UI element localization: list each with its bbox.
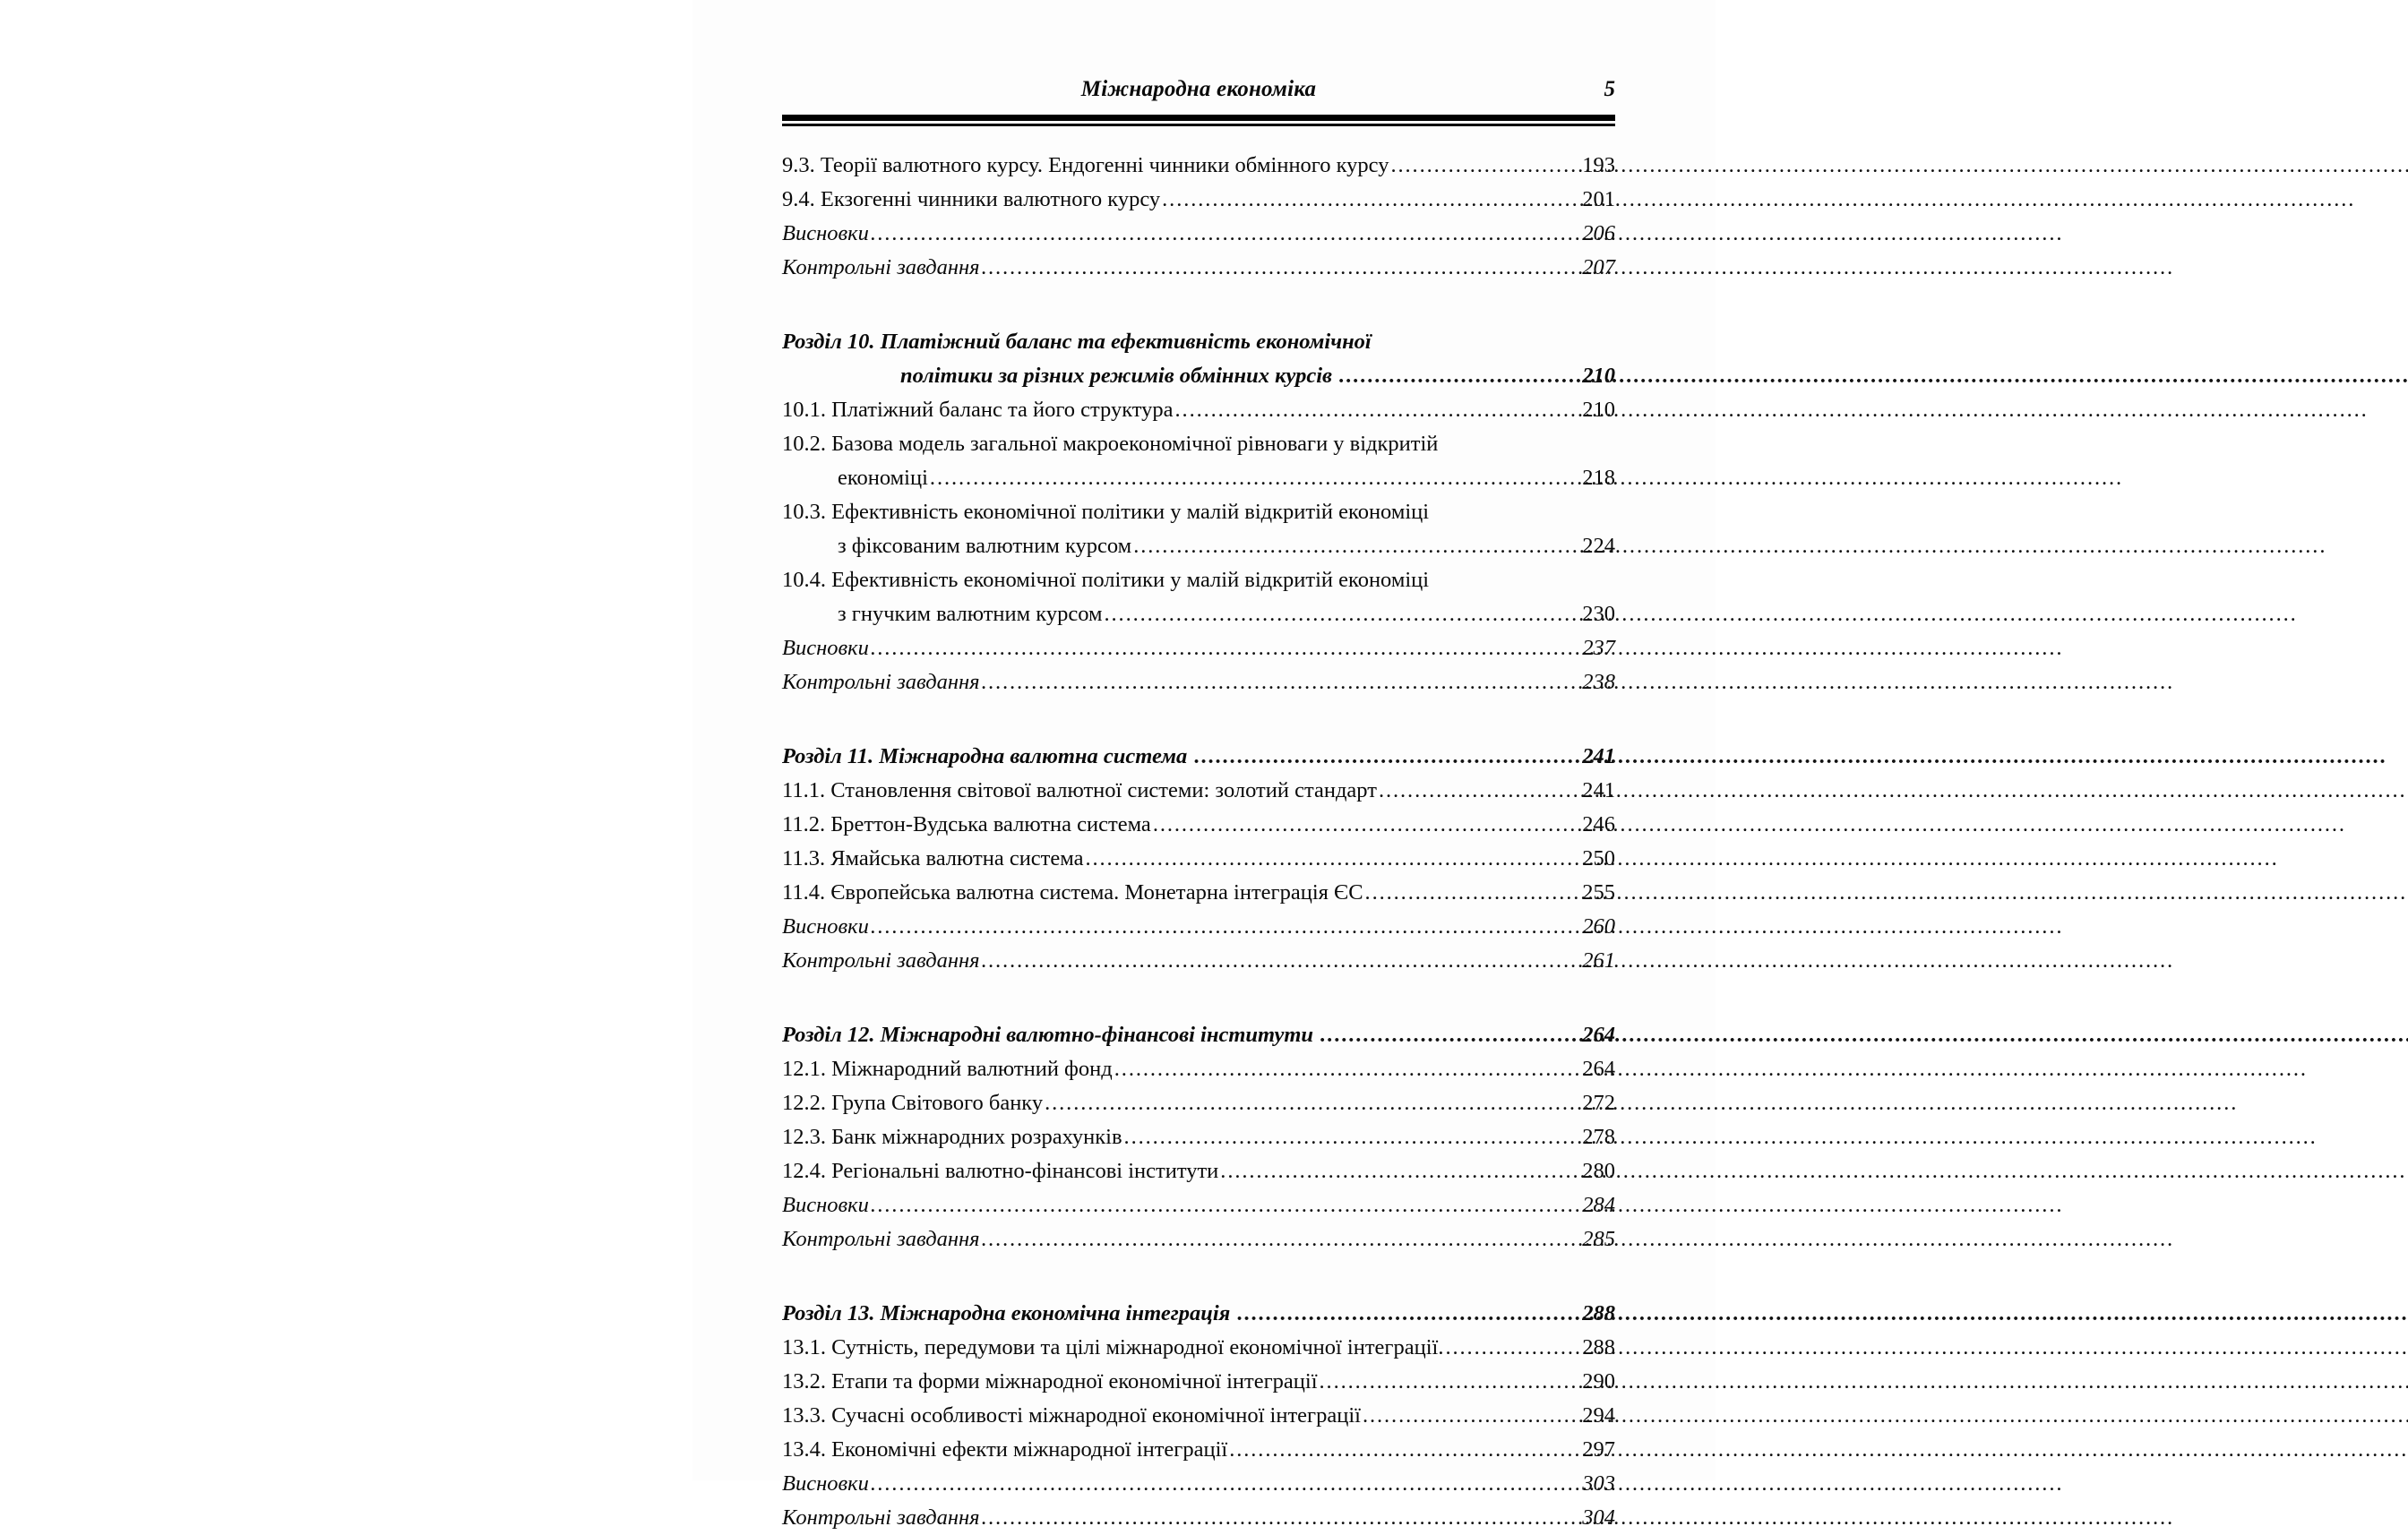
- page-number: 5: [1604, 77, 1616, 102]
- toc-entry-label: Розділ 12. Міжнародні валютно-фінансові інститути: [782, 1018, 1320, 1052]
- dot-leader: [1365, 888, 1538, 911]
- toc-chapter-row[interactable]: [782, 1018, 1615, 1052]
- dot-leader: [1162, 195, 1538, 218]
- dot-leader: [1105, 610, 1539, 632]
- section-gap: [782, 699, 1615, 740]
- toc-entry-row[interactable]: [782, 563, 1615, 597]
- dot-leader: [1237, 1309, 1538, 1332]
- toc-page-number: 260: [1538, 910, 1615, 944]
- section-gap: [782, 1256, 1615, 1297]
- toc-italic-row[interactable]: [782, 1188, 1615, 1222]
- toc-entry-label: Розділ 11. Міжнародна валютна система: [782, 740, 1194, 774]
- dot-leader: [982, 263, 1538, 286]
- toc-entry-row[interactable]: [782, 1086, 1615, 1120]
- table-of-contents: [782, 149, 1615, 1535]
- toc-entry-row[interactable]: [782, 842, 1615, 876]
- toc-page-number: 285: [1538, 1222, 1615, 1256]
- running-header: [782, 77, 1615, 107]
- toc-page-number: 255: [1538, 876, 1615, 910]
- toc-chapter-row[interactable]: [782, 359, 1615, 393]
- toc-entry-label: Розділ 10. Платіжний баланс та ефективність економічної: [782, 325, 1379, 359]
- toc-italic-row[interactable]: [782, 631, 1615, 665]
- toc-entry-row[interactable]: [782, 597, 1615, 631]
- dot-leader: [1320, 1031, 1538, 1053]
- toc-entry-row[interactable]: [782, 149, 1615, 183]
- toc-entry-row[interactable]: [782, 1399, 1615, 1433]
- dot-leader: [982, 1235, 1538, 1257]
- toc-page-number: 297: [1538, 1433, 1615, 1467]
- dot-leader: [871, 922, 1538, 945]
- toc-entry-label: 13.2. Етапи та форми міжнародної економічної інтеграції: [782, 1365, 1320, 1399]
- toc-section: [782, 325, 1615, 699]
- toc-entry-label: 9.3. Теорії валютного курсу. Ендогенні чинники обмінного курсу: [782, 149, 1390, 183]
- toc-page-number: 241: [1538, 774, 1615, 808]
- dot-leader: [1045, 1099, 1538, 1121]
- dot-leader: [982, 1514, 1538, 1535]
- toc-page-number: 193: [1538, 149, 1615, 183]
- toc-entry-row[interactable]: [782, 1331, 1615, 1365]
- toc-entry-row[interactable]: [782, 1365, 1615, 1399]
- dot-leader: [1085, 854, 1538, 877]
- dot-leader: [1379, 338, 1538, 360]
- toc-entry-row[interactable]: [782, 495, 1615, 529]
- toc-entry-row[interactable]: [782, 393, 1615, 427]
- toc-page-number: 303: [1538, 1467, 1615, 1501]
- dot-leader: [982, 678, 1538, 700]
- dot-leader: [1229, 1445, 1538, 1468]
- toc-section: [782, 740, 1615, 978]
- toc-entry-label: Висновки: [782, 1467, 871, 1501]
- toc-page-number: 278: [1538, 1120, 1615, 1154]
- section-gap: [782, 978, 1615, 1018]
- toc-entry-row[interactable]: [782, 1433, 1615, 1467]
- dot-leader: [1431, 576, 1538, 598]
- toc-page-number: 288: [1538, 1331, 1615, 1365]
- toc-page: [692, 0, 1716, 1480]
- toc-page-number: 304: [1538, 1501, 1615, 1535]
- toc-page-number: 218: [1538, 461, 1615, 495]
- toc-entry-label: 10.2. Базова модель загальної макроекономічної рівноваги у відкритій: [782, 427, 1440, 461]
- toc-page-number: 207: [1538, 251, 1615, 285]
- toc-page-number: 250: [1538, 842, 1615, 876]
- toc-entry-label: Контрольні завдання: [782, 1222, 982, 1256]
- dot-leader: [982, 956, 1538, 979]
- divider-rule-thin: [782, 124, 1615, 126]
- toc-entry-label: 12.2. Група Світового банку: [782, 1086, 1045, 1120]
- toc-entry-label: 11.3. Ямайська валютна система: [782, 842, 1085, 876]
- toc-entry-label: Контрольні завдання: [782, 1501, 982, 1535]
- toc-entry-label: 11.2. Бреттон-Вудська валютна система: [782, 808, 1153, 842]
- toc-entry-label: Висновки: [782, 631, 871, 665]
- toc-entry-label: економіці: [838, 461, 930, 495]
- toc-entry-label: 12.3. Банк міжнародних розрахунків: [782, 1120, 1124, 1154]
- toc-entry-label: Контрольні завдання: [782, 944, 982, 978]
- toc-page-number: 210: [1538, 359, 1615, 393]
- toc-italic-row[interactable]: [782, 1222, 1615, 1256]
- toc-italic-row[interactable]: [782, 1501, 1615, 1535]
- dot-leader: [1175, 406, 1538, 428]
- toc-page-number: 294: [1538, 1399, 1615, 1433]
- dot-leader: [871, 1201, 1538, 1223]
- dot-leader: [1363, 1411, 1538, 1434]
- toc-italic-row[interactable]: [782, 910, 1615, 944]
- dot-leader: [871, 1479, 1538, 1502]
- dot-leader: [871, 229, 1538, 252]
- dot-leader: [1114, 1065, 1538, 1087]
- dot-leader: [930, 474, 1538, 496]
- toc-entry-row[interactable]: [782, 1154, 1615, 1188]
- toc-page-number: 201: [1538, 183, 1615, 217]
- dot-leader: [1320, 1377, 1538, 1400]
- dot-leader: [1445, 1343, 1538, 1366]
- toc-entry-label: з фіксованим валютним курсом: [838, 529, 1133, 563]
- toc-entry-row[interactable]: [782, 1052, 1615, 1086]
- toc-entry-row[interactable]: [782, 461, 1615, 495]
- toc-entry-label: 13.1. Сутність, передумови та цілі міжнародної економічної інтеграції.: [782, 1331, 1445, 1365]
- toc-entry-label: політики за різних режимів обмінних курсів: [900, 359, 1339, 393]
- toc-entry-label: 9.4. Екзогенні чинники валютного курсу: [782, 183, 1162, 217]
- toc-page-number: 241: [1538, 740, 1615, 774]
- toc-entry-label: Висновки: [782, 217, 871, 251]
- toc-entry-label: Висновки: [782, 910, 871, 944]
- book-title: Міжнародна економіка: [1081, 77, 1316, 102]
- toc-page-number: 288: [1538, 1297, 1615, 1331]
- toc-italic-row[interactable]: [782, 665, 1615, 699]
- toc-entry-label: 12.1. Міжнародний валютний фонд: [782, 1052, 1114, 1086]
- toc-italic-row[interactable]: [782, 944, 1615, 978]
- dot-leader: [1133, 542, 1538, 564]
- toc-entry-label: 13.3. Сучасні особливості міжнародної економічної інтеграції: [782, 1399, 1363, 1433]
- toc-entry-label: 13.4. Економічні ефекти міжнародної інтеграції: [782, 1433, 1229, 1467]
- section-gap: [782, 285, 1615, 325]
- dot-leader: [1390, 161, 1538, 184]
- dot-leader: [1431, 508, 1538, 530]
- toc-page-number: 237: [1538, 631, 1615, 665]
- toc-entry-row[interactable]: [782, 774, 1615, 808]
- toc-entry-label: 10.1. Платіжний баланс та його структура: [782, 393, 1175, 427]
- dot-leader: [1153, 820, 1538, 843]
- toc-italic-row[interactable]: [782, 217, 1615, 251]
- toc-chapter-row[interactable]: [782, 740, 1615, 774]
- toc-section: [782, 1297, 1615, 1535]
- toc-page-number: 264: [1538, 1018, 1615, 1052]
- toc-entry-label: 11.1. Становлення світової валютної системи: золотий стандарт: [782, 774, 1379, 808]
- divider-rule-thick: [782, 115, 1615, 121]
- toc-page-number: 206: [1538, 217, 1615, 251]
- toc-chapter-row[interactable]: [782, 1297, 1615, 1331]
- toc-page-number: 272: [1538, 1086, 1615, 1120]
- toc-page-number: 280: [1538, 1154, 1615, 1188]
- toc-page-number: 261: [1538, 944, 1615, 978]
- toc-page-number: 238: [1538, 665, 1615, 699]
- toc-entry-row[interactable]: [782, 876, 1615, 910]
- toc-section: [782, 1018, 1615, 1256]
- dot-leader: [1339, 372, 1538, 394]
- toc-section: [782, 149, 1615, 285]
- dot-leader: [1379, 786, 1538, 809]
- toc-entry-label: Контрольні завдання: [782, 665, 982, 699]
- header-divider: [782, 115, 1615, 126]
- toc-entry-label: 11.4. Європейська валютна система. Монетарна інтеграція ЄС: [782, 876, 1365, 910]
- dot-leader: [1220, 1167, 1538, 1189]
- dot-leader: [1194, 752, 1538, 775]
- toc-page-number: 210: [1538, 393, 1615, 427]
- toc-italic-row[interactable]: [782, 251, 1615, 285]
- toc-entry-row[interactable]: [782, 529, 1615, 563]
- toc-page-number: 224: [1538, 529, 1615, 563]
- toc-entry-row[interactable]: [782, 1120, 1615, 1154]
- toc-entry-label: 10.4. Ефективність економічної політики у малій відкритій економіці: [782, 563, 1431, 597]
- toc-page-number: 284: [1538, 1188, 1615, 1222]
- dot-leader: [1440, 440, 1538, 462]
- toc-chapter-row[interactable]: [782, 325, 1615, 359]
- dot-leader: [1124, 1133, 1538, 1155]
- toc-entry-label: 10.3. Ефективність економічної політики у малій відкритій економіці: [782, 495, 1431, 529]
- toc-italic-row[interactable]: [782, 1467, 1615, 1501]
- toc-entry-row[interactable]: [782, 183, 1615, 217]
- toc-page-number: 230: [1538, 597, 1615, 631]
- toc-entry-row[interactable]: [782, 427, 1615, 461]
- toc-entry-row[interactable]: [782, 808, 1615, 842]
- toc-page-number: 264: [1538, 1052, 1615, 1086]
- toc-entry-label: Висновки: [782, 1188, 871, 1222]
- toc-entry-label: Контрольні завдання: [782, 251, 982, 285]
- toc-page-number: 246: [1538, 808, 1615, 842]
- dot-leader: [871, 644, 1538, 666]
- toc-entry-label: 12.4. Регіональні валютно-фінансові інститути: [782, 1154, 1220, 1188]
- toc-entry-label: Розділ 13. Міжнародна економічна інтеграція: [782, 1297, 1237, 1331]
- toc-entry-label: з гнучким валютним курсом: [838, 597, 1105, 631]
- toc-page-number: 290: [1538, 1365, 1615, 1399]
